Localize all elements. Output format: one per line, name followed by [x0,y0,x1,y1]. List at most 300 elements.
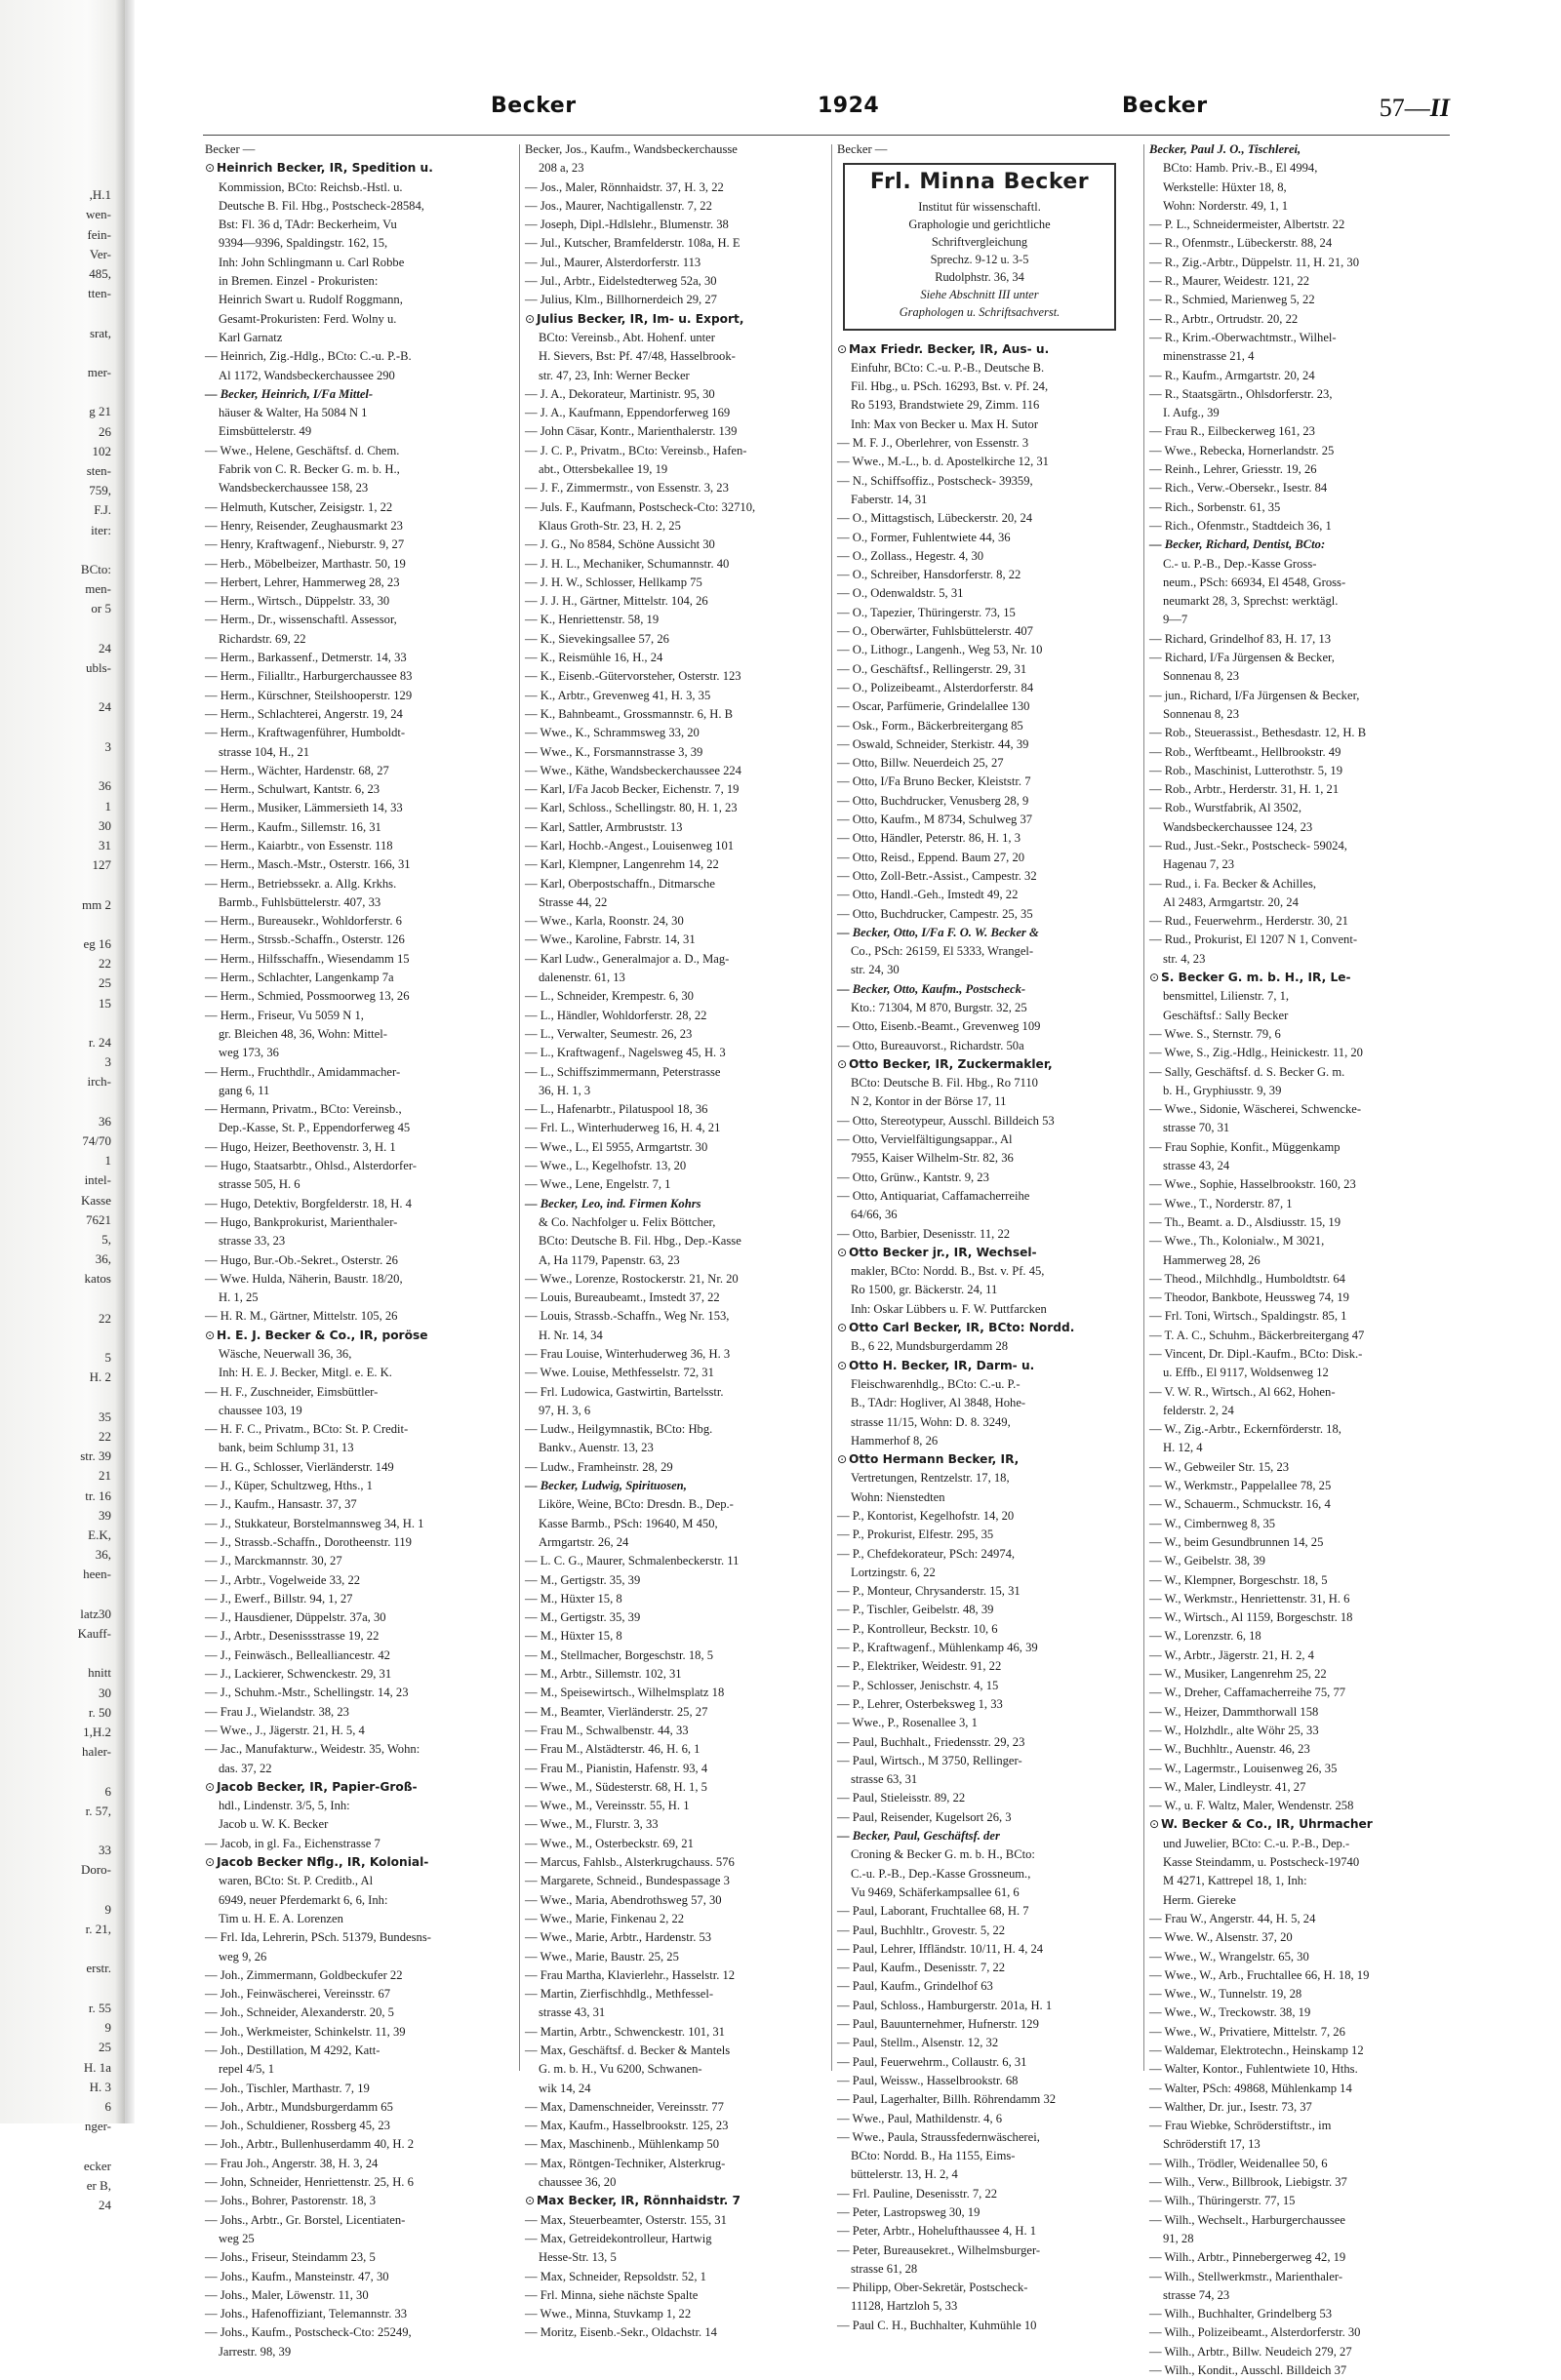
entry-text: Schröderstift 17, 13 [1163,2137,1261,2152]
entry-text: — Herm., Bureausekr., Wohldorferstr. 6 [205,914,402,929]
directory-entry-line [525,1100,810,1119]
previous-page-fragment: fein- [87,226,111,242]
directory-entry-line [1149,630,1442,649]
directory-entry-line [205,855,490,874]
directory-entry-line [837,2165,1122,2184]
entry-text: 9394—9396, Spaldingstr. 162, 15, [219,236,388,251]
directory-entry-line [837,1677,1122,1695]
directory-entry-line [837,2203,1122,2222]
entry-text: — Rud., Prokurist, El 1207 N 1, Convent- [1149,932,1358,947]
directory-entry-line [525,649,810,667]
directory-entry-line [837,867,1122,886]
entry-text: — R., Ofenmstr., Lübeckerstr. 88, 24 [1149,236,1333,251]
previous-page-fragment: iter: [91,522,111,537]
entry-text: — J. A., Dekorateur, Martinistr. 95, 30 [525,386,715,401]
entry-text: strasse 74, 23 [1163,2287,1230,2302]
entry-text: — M., Speisewirtsch., Wilhelmsplatz 18 [525,1686,725,1700]
directory-entry-line [525,517,810,536]
firm-marker-icon: ⊙ [525,311,536,326]
directory-entry-line [205,2211,490,2230]
directory-entry-line [1149,347,1442,366]
entry-text: — J. H. W., Schlosser, Hellkamp 75 [525,575,702,589]
directory-entry-line [1149,1552,1442,1570]
entry-text: — Jul., Kutscher, Bramfelderstr. 108a, H. E [525,236,740,251]
firm-entry-line [1149,969,1442,987]
entry-text: — Jul., Maurer, Alsterdorferstr. 113 [525,255,701,269]
entry-text: — M. F. J., Oberlehrer, von Essenstr. 3 [837,436,1029,451]
directory-entry-line [205,1082,490,1100]
directory-entry-line [205,893,490,912]
directory-entry-line [205,1439,490,1457]
directory-entry-line [1149,1345,1442,1364]
entry-text: — Wwe., W., Tunnelstr. 19, 28 [1149,1987,1302,2002]
directory-entry-line [837,2317,1122,2335]
entry-text: — jun., Richard, I/Fa Jürgensen & Becker, [1149,688,1360,702]
directory-entry-line [837,2241,1122,2260]
directory-entry-line [525,1665,810,1684]
directory-entry-line [525,442,810,460]
directory-entry-line [837,1789,1122,1807]
directory-entry-line [837,717,1122,735]
directory-entry-line [837,1845,1122,1864]
directory-entry-line [525,2268,810,2286]
directory-entry-line [525,2023,810,2042]
entry-text: Fleischwarenhdlg., BCto: C.-u. P.- [851,1376,1021,1391]
firm-entry-line [837,340,1122,359]
entry-text: — Theodor, Bankbote, Heussweg 74, 19 [1149,1290,1349,1305]
column-divider [519,144,520,2071]
previous-page-fragment: r. 55 [88,2000,111,2015]
directory-entry-line [205,367,490,385]
directory-entry-line [837,377,1122,396]
entry-text: — T. A. C., Schuhm., Bäckerbreitergang 47 [1149,1328,1365,1342]
entry-text: — Wwe., Karla, Roonstr. 24, 30 [525,914,684,929]
entry-text: M 4271, Kattrepel 18, 1, Inh: [1163,1874,1307,1888]
directory-entry-line [525,1345,810,1364]
directory-entry-line [525,667,810,686]
entry-text: — O., Geschäftsf., Rellingerstr. 29, 31 [837,661,1027,676]
directory-entry-line [1149,2230,1442,2248]
directory-entry-line [205,705,490,724]
firm-marker-icon: ⊙ [837,1056,848,1071]
directory-entry-line [1149,1420,1442,1439]
directory-entry-line [205,1175,490,1194]
entry-text: — Wilh., Verw., Billbrook, Liebigstr. 37 [1149,2175,1347,2190]
directory-entry-line [205,1119,490,1137]
entry-text: str. 47, 23, Inh: Werner Becker [539,368,690,382]
directory-entry-line [205,1251,490,1270]
directory-entry-line [1149,2080,1442,2098]
directory-entry-line [1149,272,1442,291]
entry-text: — Jac., Manufakturw., Weidestr. 35, Wohn: [205,1742,420,1757]
page-section: II [1429,94,1450,122]
directory-entry-line [205,2286,490,2305]
entry-text: — Becker, Ludwig, Spirituosen, [525,1479,687,1493]
directory-entry-line [525,536,810,554]
directory-entry-line [1149,875,1442,893]
directory-entry-line [205,1270,490,1289]
entry-text: — Karl, Schloss., Schellingstr. 80, H. 1, 23 [525,801,738,815]
entry-text: — K., Sievekingsallee 57, 26 [525,631,669,646]
previous-page-fragment: 485, [89,266,111,282]
entry-text: — Max, Damenschneider, Vereinsstr. 77 [525,2099,724,2114]
entry-text: weg 25 [219,2231,255,2245]
directory-entry-line [205,1289,490,1307]
directory-entry-line [205,178,490,197]
directory-entry-line [1149,2098,1442,2117]
previous-page-fragment: r. 57, [85,1803,111,1818]
directory-entry-line [205,1590,490,1608]
previous-page-fragment [4,303,111,323]
directory-entry-line [205,592,490,611]
entry-text: — L., Schneider, Krempestr. 6, 30 [525,989,694,1004]
entry-text: Sonnenau 8, 23 [1163,706,1240,721]
entry-text: dalenenstr. 61, 13 [539,971,625,985]
entry-text: — Paul, Bauunternehmer, Hufnerstr. 129 [837,2017,1039,2032]
entry-text: str. 4, 23 [1163,951,1206,966]
directory-entry-line [837,886,1122,904]
directory-entry-line [1149,1082,1442,1100]
firm-entry-line [525,2192,810,2210]
entry-text: Kasse Barmb., PSch: 19640, M 450, [539,1516,718,1530]
directory-entry-line [205,536,490,554]
directory-entry-line [205,1684,490,1702]
directory-entry-line [525,611,810,629]
directory-entry-line [525,780,810,799]
entry-text: — Waldemar, Elektrotechn., Heinskamp 12 [1149,2043,1364,2057]
entry-text: Otto H. Becker, IR, Darm- u. [849,1358,1035,1372]
directory-entry-line [1149,1533,1442,1552]
directory-entry-line [1149,1063,1442,1082]
firm-entry-line [205,159,490,178]
directory-entry-line [837,2279,1122,2297]
entry-text: Becker, Paul J. O., Tischlerei, [1149,142,1301,156]
directory-entry-line [837,942,1122,961]
previous-page-fragment: 102 [92,443,111,458]
directory-entry-line [525,254,810,272]
directory-entry-line [205,329,490,347]
entry-text: — Wwe., Paula, Straussfedernwäscherei, [837,2129,1040,2144]
directory-entry-line [1149,705,1442,724]
entry-text: — Herm., Kraftwagenführer, Humboldt- [205,726,406,740]
entry-text: BCto: Vereinsb., Abt. Hohenf. unter [539,330,715,344]
directory-entry-line [1149,1100,1442,1119]
previous-page-fragment [4,343,111,363]
entry-text: — J. G., No 8584, Schöne Aussicht 30 [525,537,715,552]
directory-entry-line [525,1063,810,1082]
directory-entry-line [205,1948,490,1966]
directory-entry-line [205,649,490,667]
directory-entry-line [837,1940,1122,1959]
directory-entry-line [1149,611,1442,629]
entry-text: — Frau R., Eilbeckerweg 161, 23 [1149,424,1315,439]
entry-text: — M., Hüxter 15, 8 [525,1591,622,1606]
entry-text: — K., Eisenb.-Gütervorsteher, Osterstr. 123 [525,669,741,684]
entry-text: — Otto, Bureauvorst., Richardstr. 50a [837,1038,1024,1052]
directory-entry-line [525,1213,810,1232]
directory-entry-line [205,762,490,780]
directory-entry-line [525,2003,810,2022]
directory-entry-line [205,254,490,272]
directory-entry-line [1149,1138,1442,1157]
advertisement-line: Schriftvergleichung [931,234,1028,249]
firm-marker-icon: ⊙ [837,1321,848,1335]
previous-page-fragment: 74/70 [82,1132,111,1148]
directory-entry-line [205,1100,490,1119]
directory-entry-line [1149,1364,1442,1382]
directory-entry-line [525,1025,810,1044]
directory-entry-line [525,234,810,253]
entry-text: — Rich., Ofenmstr., Stadtdeich 36, 1 [1149,518,1332,533]
directory-entry-line [205,1966,490,1985]
directory-entry-line [525,1515,810,1533]
directory-entry-line [837,829,1122,848]
directory-entry-line [837,1130,1122,1149]
previous-page-fragment: srat, [89,325,111,340]
directory-entry-line [837,472,1122,491]
previous-page-fragment: 22 [99,1429,111,1444]
entry-text: strasse 43, 31 [539,2005,606,2020]
entry-text: — Peter, Bureausekret., Wilhelmsburger- [837,2242,1041,2257]
entry-text: — Sally, Geschäftsf. d. S. Becker G. m. [1149,1064,1345,1079]
directory-entry-line [1149,931,1442,949]
directory-entry-line [1149,1477,1442,1495]
entry-text: Wandsbeckerchaussee 124, 23 [1163,819,1313,834]
previous-page-fragment [4,1585,111,1605]
entry-text: — Moritz, Eisenb.-Sekr., Oldachstr. 14 [525,2325,717,2340]
directory-entry-line [525,2098,810,2117]
directory-entry-line [837,1394,1122,1412]
entry-text: — Paul, Lehrer, Iffländstr. 10/11, H. 4, 24 [837,1941,1044,1956]
directory-entry-line [525,818,810,837]
entry-text: — Otto, Grünw., Kantstr. 9, 23 [837,1170,989,1184]
directory-entry-line [1149,2173,1442,2192]
entry-text: — Paul, Kaufm., Desenisstr. 7, 22 [837,1961,1006,1975]
directory-entry-line [525,762,810,780]
entry-text: — Rob., Werftbeamt., Hellbrookstr. 49 [1149,744,1341,759]
entry-text: — M., Stellmacher, Borgeschstr. 18, 5 [525,1647,714,1662]
entry-text: — Wilh., Stellwerkmstr., Marienthaler- [1149,2269,1343,2283]
directory-entry-line [1149,159,1442,178]
entry-text: und Juwelier, BCto: C.-u. P.-B., Dep.- [1163,1836,1350,1850]
entry-text: — Frau Joh., Angerstr. 38, H. 3, 24 [205,2156,379,2170]
page-header [135,94,1450,133]
book-gutter-shadow [115,0,137,2123]
entry-text: Wohn: Nienstedten [851,1489,945,1504]
previous-page-fragment: tr. 16 [85,1488,111,1503]
directory-entry-line [837,1714,1122,1732]
directory-entry-line [525,837,810,855]
entry-text: Hammerhof 8, 26 [851,1433,939,1448]
directory-entry-line [525,1646,810,1665]
directory-entry-line [1149,555,1442,574]
entry-text: — John Cäsar, Kontr., Marienthalerstr. 139 [525,424,738,439]
directory-entry-line [837,697,1122,716]
entry-text: — Max, Maschinenb., Mühlenkamp 50 [525,2137,720,2152]
previous-page-fragment: 9 [104,1901,111,1917]
directory-entry-line [1149,2003,1442,2022]
entry-text: — P., Kontrolleur, Beckstr. 10, 6 [837,1621,998,1636]
directory-entry-line [1149,649,1442,667]
directory-entry-line [525,687,810,705]
entry-text: Wandsbeckerchaussee 158, 23 [219,481,369,496]
previous-page-fragment: ecker [83,2158,111,2173]
directory-entry-line [1149,1665,1442,1684]
entry-text: — Karl, Oberpostschaffn., Ditmarsche [525,876,715,891]
directory-entry-line [205,1515,490,1533]
entry-text: — Frau Wiebke, Schröderstiftstr., im [1149,2119,1332,2133]
entry-text: — Karl Ludw., Generalmajor a. D., Mag- [525,951,730,966]
entry-text: — Otto, Stereotypeur, Ausschl. Billdeich 53 [837,1113,1055,1128]
directory-entry-line [1149,1175,1442,1194]
entry-text: — Herm., Filialltr., Harburgerchaussee 83 [205,669,413,684]
directory-entry-line [205,1420,490,1439]
entry-text: — Wwe., W., Privatiere, Mittelstr. 7, 26 [1149,2024,1345,2039]
entry-text: — Johs., Kaufm., Mansteinstr. 47, 30 [205,2269,389,2283]
entry-text: Jacob Becker, IR, Papier-Groß- [217,1779,418,1794]
directory-entry-line [837,1827,1122,1845]
entry-text: Lortzingstr. 6, 22 [851,1565,936,1579]
directory-entry-line [525,1740,810,1759]
entry-text: büttelerstr. 13, H. 2, 4 [851,2167,958,2182]
entry-text: — Otto, Barbier, Desenisstr. 11, 22 [837,1226,1011,1241]
entry-text: — Joh., Schuldiener, Rossberg 45, 23 [205,2119,390,2133]
directory-entry-line [837,2128,1122,2147]
entry-text: — Ludw., Framheinstr. 28, 29 [525,1459,673,1474]
previous-page-fragment [4,915,111,934]
directory-entry-line [525,1138,810,1157]
entry-text: — Paul, Kaufm., Grindelhof 63 [837,1979,993,1994]
directory-entry-line [525,2323,810,2342]
directory-entry-line [205,574,490,592]
directory-entry-line [837,1375,1122,1394]
firm-marker-icon: ⊙ [205,1855,216,1870]
entry-text: — Hugo, Bankprokurist, Marienthaler- [205,1214,398,1229]
directory-entry-line [205,1364,490,1382]
directory-entry-line [1149,1928,1442,1947]
directory-entry-line [837,1432,1122,1450]
directory-entry-line [837,1752,1122,1770]
directory-entry-line [1149,1327,1442,1345]
directory-entry-line [837,849,1122,867]
entry-text: — Julius, Klm., Billhornerdeich 29, 27 [525,293,717,307]
entry-text: — Wilh., Trödler, Weidenallee 50, 6 [1149,2156,1328,2170]
directory-entry-line [837,1413,1122,1432]
entry-text: — Wwe., J., Jägerstr. 21, H. 5, 4 [205,1723,365,1737]
entry-text: BCto: Hamb. Priv.-B., El 4994, [1163,161,1318,176]
firm-marker-icon: ⊙ [205,1328,216,1342]
entry-text: — J., Hausdiener, Düppelstr. 37a, 30 [205,1610,386,1625]
entry-text: Dep.-Kasse, St. P., Eppendorferweg 45 [219,1121,411,1135]
entry-text: — Herm., Masch.-Mstr., Osterstr. 166, 31 [205,857,411,872]
entry-text: — Wwe., W., Wrangelstr. 65, 30 [1149,1949,1309,1964]
entry-text: — Otto, Kaufm., M 8734, Schulweg 37 [837,813,1033,827]
entry-text: 11128, Hartzloh 5, 33 [851,2299,958,2314]
entry-text: Fil. Hbg., u. PSch. 16293, Bst. v. Pf. 24, [851,379,1049,394]
previous-page-edge [0,0,125,2212]
directory-entry-line [205,1722,490,1740]
directory-entry-line [837,584,1122,603]
directory-entry-line [525,950,810,969]
entry-text: — Max, Kaufm., Hasselbrookstr. 125, 23 [525,2119,729,2133]
entry-text: Karl Garnatz [219,330,283,344]
directory-entry-line [525,1157,810,1175]
entry-text: W. Becker & Co., IR, Uhrmacher [1161,1817,1373,1832]
previous-page-fragment: 6 [104,2098,111,2114]
entry-text: — Wwe., P., Rosenallee 3, 1 [837,1716,978,1730]
directory-entry-line [525,1910,810,1928]
entry-text: BCto: Nordd. B., Ha 1155, Eims- [851,2149,1016,2163]
directory-entry-line [205,310,490,329]
entry-text: — Wwe., Lorenze, Rostockerstr. 21, Nr. 20 [525,1271,739,1286]
previous-page-fragment: hnitt [88,1665,111,1681]
directory-entry-line [525,574,810,592]
entry-text: — P., Kontorist, Kegelhofstr. 14, 20 [837,1509,1015,1523]
entry-text: — Herb., Möbelbeizer, Marthastr. 50, 19 [205,556,406,571]
directory-entry-line [205,2323,490,2342]
directory-entry-line [1149,1157,1442,1175]
previous-page-fragment: 1 [104,798,111,813]
entry-text: — Otto, Reisd., Eppend. Baum 27, 20 [837,850,1025,864]
entry-text: — O., Former, Fuhlentwiete 44, 36 [837,530,1011,544]
entry-text: Kommission, BCto: Reichsb.-Hstl. u. [219,179,403,194]
directory-entry-line [1149,1722,1442,1740]
directory-entry-line [837,547,1122,566]
entry-text: — Jos., Maurer, Nachtigallenstr. 7, 22 [525,198,712,213]
previous-page-fragment [4,540,111,560]
previous-page-fragment: Kauff- [77,1626,111,1642]
entry-text: — Wwe., M., Vereinsstr. 55, H. 1 [525,1799,690,1813]
entry-text: — V. W. R., Wirtsch., Al 662, Hohen- [1149,1384,1336,1399]
directory-entry-line [1149,1025,1442,1044]
previous-page-fragment [4,718,111,737]
directory-entry-line [1149,1307,1442,1326]
previous-page-fragment: 26 [99,423,111,439]
directory-entry-line [205,1345,490,1364]
directory-entry-line [525,1872,810,1890]
directory-entry-line [205,1928,490,1947]
entry-text: Max Becker, IR, Rönnhaidstr. 7 [537,2194,741,2208]
entry-text: — W., Cimbernweg 8, 35 [1149,1516,1276,1530]
directory-entry-line [525,272,810,291]
directory-entry-line [1149,818,1442,837]
directory-entry-line [1149,234,1442,253]
entry-text: — Johs., Kaufm., Postscheck-Cto: 25249, [205,2325,412,2340]
entry-text: — N., Schiffsoffiz., Postscheck- 39359, [837,473,1033,488]
header-year: 1924 [818,94,880,118]
entry-text: — M., Beamter, Vierländerstr. 25, 27 [525,1704,708,1719]
entry-text: — W., Lorenzstr. 6, 18 [1149,1629,1261,1644]
directory-entry-line [837,1902,1122,1921]
entry-text: — Otto, I/Fa Bruno Becker, Kleiststr. 7 [837,774,1031,789]
entry-text: — J., Ewerf., Billstr. 94, 1, 27 [205,1591,353,1606]
entry-text: — Johs., Bohrer, Pastorenstr. 18, 3 [205,2194,377,2208]
directory-entry-line [525,875,810,893]
directory-entry-line [1149,1402,1442,1420]
entry-text: — Karl, Hochb.-Angest., Louisenweg 101 [525,838,735,853]
entry-text: — Frau J., Wielandstr. 38, 23 [205,1704,349,1719]
entry-text: Wohn: Norderstr. 49, 1, 1 [1163,198,1289,213]
entry-text: Vertretungen, Rentzelstr. 17, 18, [851,1471,1010,1486]
entry-text: — W., Lagermstr., Louisenweg 26, 35 [1149,1761,1338,1775]
entry-text: str. 24, 30 [851,963,900,977]
directory-entry-line [1149,743,1442,762]
entry-text: — L., Verwalter, Seumestr. 26, 23 [525,1026,693,1041]
header-rule [203,135,1450,136]
entry-text: — K., Bahnbeamt., Grossmannstr. 6, H. B [525,706,734,721]
directory-entry-line [525,329,810,347]
entry-text: — Joh., Werkmeister, Schinkelstr. 11, 39 [205,2024,406,2039]
